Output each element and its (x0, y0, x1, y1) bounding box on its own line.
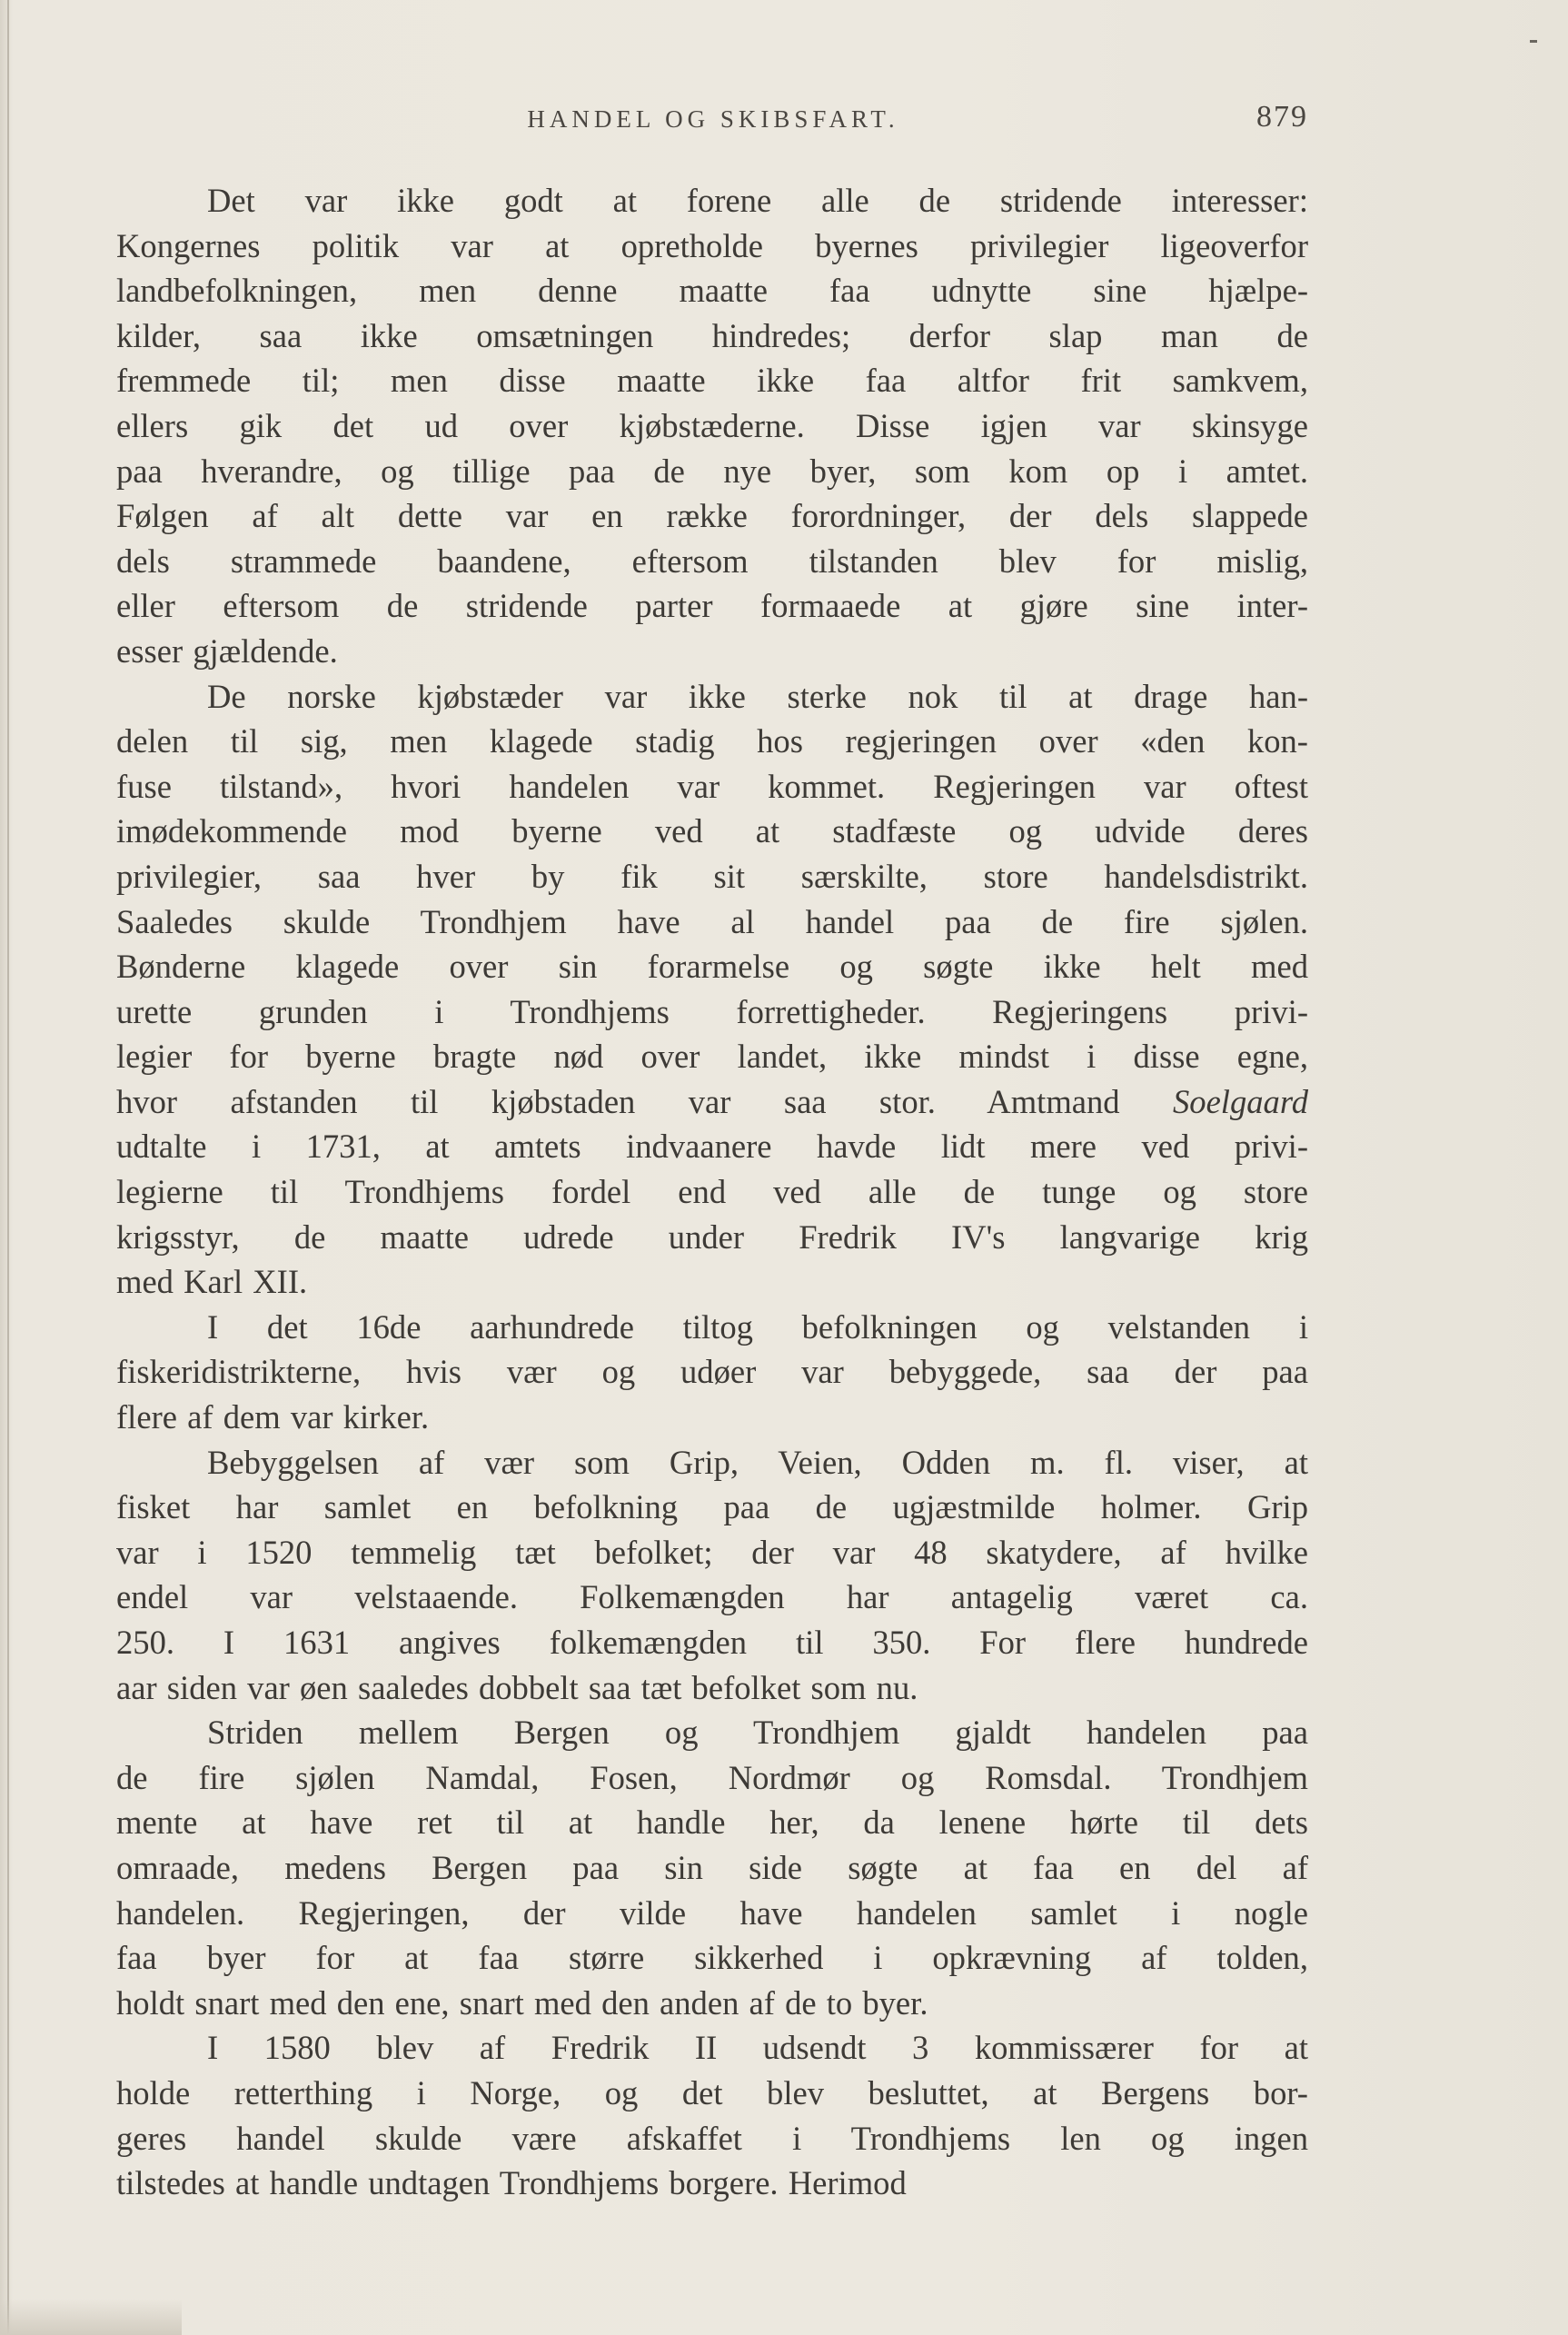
text-line: omraade, medens Bergen paa sin side søgte at faa en del af (116, 1848, 1308, 1886)
text-line: faa byer for at faa større sikkerhed i opkrævning af tolden, (116, 1939, 1308, 1977)
text-line: med Karl XII. (116, 1263, 308, 1301)
text-line: Saaledes skulde Trondhjem have al handel paa de fire sjølen. (116, 902, 1308, 940)
text-line: udtalte i 1731, at amtets indvaanere havde lidt mere ved privi- (116, 1128, 1308, 1166)
text-line: flere af dem var kirker. (116, 1398, 430, 1436)
text-line: dels strammede baandene, eftersom tilstanden blev for mislig, (116, 542, 1308, 580)
text-line: I 1580 blev af Fredrik II udsendt 3 kommissærer for at (207, 2029, 1308, 2067)
text-line: esser gjældende. (116, 631, 338, 670)
text-line: holdt snart med den ene, snart med den anden af de to byer. (116, 1983, 928, 2022)
text-line: hvor afstanden til kjøbstaden var saa stor. Amtmand Soelgaard (116, 1082, 1308, 1120)
text-line: aar siden var øen saaledes dobbelt saa tæt befolket som nu. (116, 1668, 918, 1706)
text-line: holde retterthing i Norge, og det blev besluttet, at Bergens bor- (116, 2073, 1308, 2111)
text-line: legier for byerne bragte nød over landet, ikke mindst i disse egne, (116, 1038, 1308, 1076)
text-line: handelen. Regjeringen, der vilde have handelen samlet i nogle (116, 1893, 1308, 1932)
text-line: paa hverandre, og tillige paa de nye byer, som kom op i amtet. (116, 452, 1308, 490)
body-text (116, 178, 1308, 2206)
page-stain (0, 2299, 182, 2335)
text-line: Striden mellem Bergen og Trondhjem gjaldt handelen paa (207, 1714, 1308, 1752)
text-line: De norske kjøbstæder var ikke sterke nok til at drage han- (207, 677, 1308, 715)
running-title: HANDEL OG SKIBSFART. (527, 105, 899, 133)
text-line: imødekommende mod byerne ved at stadfæste og udvide deres (116, 812, 1308, 850)
text-line: kilder, saa ikke omsætningen hindredes; derfor slap man de (116, 316, 1308, 354)
text-line: tilstedes at handle undtagen Trondhjems borgere. Herimod (116, 2164, 907, 2202)
text-line: endel var velstaaende. Folkemængden har antagelig været ca. (116, 1578, 1308, 1616)
corner-mark (1530, 40, 1537, 43)
text-line: fuse tilstand», hvori handelen var kommet. Regjeringen var oftest (116, 767, 1308, 805)
text-line: fremmede til; men disse maatte ikke faa altfor frit samkvem, (116, 362, 1308, 400)
text-line: Det var ikke godt at forene alle de stridende interesser: (207, 182, 1308, 219)
text-line: krigsstyr, de maatte udrede under Fredrik IV's langvarige krig (116, 1217, 1308, 1256)
text-line: fisket har samlet en befolkning paa de ugjæstmilde holmer. Grip (116, 1488, 1308, 1526)
text-line: var i 1520 temmelig tæt befolket; der var 48 skatydere, af hvilke (116, 1533, 1308, 1571)
text-line: eller eftersom de stridende parter formaaede at gjøre sine inter- (116, 587, 1308, 625)
text-line: I det 16de aarhundrede tiltog befolkningen og velstanden i (207, 1307, 1308, 1346)
page-header (118, 98, 1308, 144)
text-line: delen til sig, men klagede stadig hos regjeringen over «den kon- (116, 722, 1308, 760)
text-line: landbefolkningen, men denne maatte faa udnytte sine hjælpe- (116, 272, 1308, 310)
page-edge (7, 0, 9, 2335)
text-line: geres handel skulde være afskaffet i Trondhjems len og ingen (116, 2119, 1308, 2157)
text-line: urette grunden i Trondhjems forrettigheder. Regjeringens privi- (116, 992, 1308, 1030)
page-number: 879 (1256, 100, 1308, 134)
italic-name: Soelgaard (1172, 1082, 1308, 1120)
text-line: Bebyggelsen af vær som Grip, Veien, Odden m. fl. viser, at (207, 1443, 1308, 1481)
text-line: de fire sjølen Namdal, Fosen, Nordmør og Romsdal. Trondhjem (116, 1758, 1308, 1796)
text-line: 250. I 1631 angives folkemængden til 350. For flere hundrede (116, 1624, 1308, 1661)
text-line: Bønderne klagede over sin forarmelse og søgte ikke helt med (116, 948, 1308, 986)
text-line: Kongernes politik var at opretholde byernes privilegier ligeoverfor (116, 226, 1308, 264)
text-line: mente at have ret til at handle her, da lenene hørte til dets (116, 1803, 1308, 1842)
text-line: ellers gik det ud over kjøbstæderne. Disse igjen var skinsyge (116, 406, 1308, 444)
text-line: legierne til Trondhjems fordel end ved alle de tunge og store (116, 1173, 1308, 1211)
text-line: privilegier, saa hver by fik sit særskilte, store handelsdistrikt. (116, 857, 1308, 895)
text-line: Følgen af alt dette var en række forordninger, der dels slappede (116, 497, 1308, 535)
text-line: fiskeridistrikterne, hvis vær og udøer var bebyggede, saa der paa (116, 1353, 1308, 1391)
